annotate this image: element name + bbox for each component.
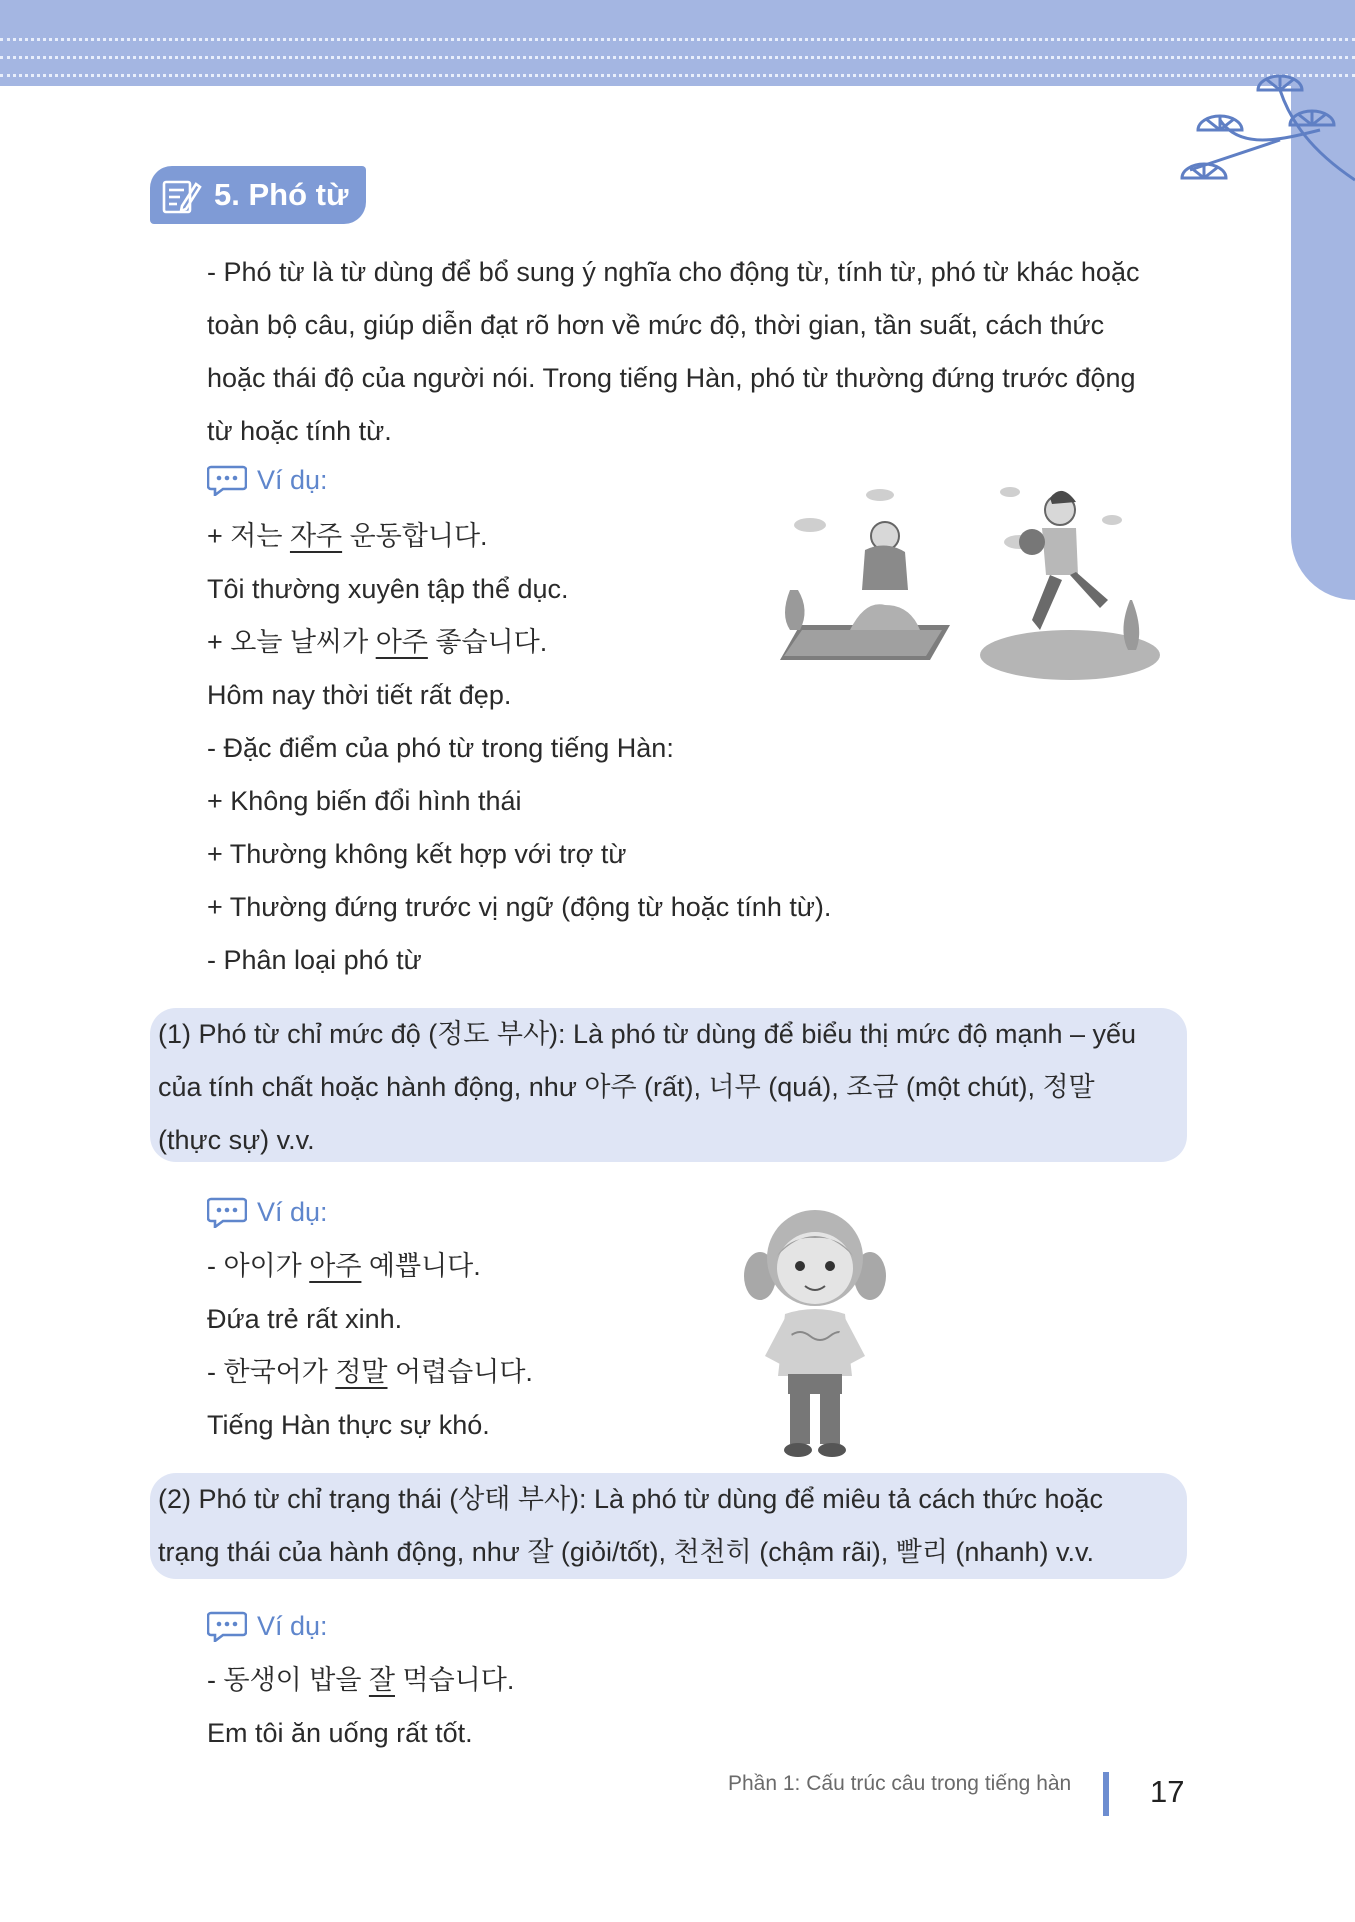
footer-part-title: Phần 1: Cấu trúc câu trong tiếng hàn [728,1772,1072,1795]
intro-line: - Phó từ là từ dùng để bổ sung ý nghĩa cho động từ, tính từ, phó từ khác hoặc [207,257,1140,287]
section-title: 5. Phó từ [214,177,349,212]
intro-paragraph [207,246,1187,458]
adverb-underlined: 아주 [309,1251,362,1281]
chat-bubble-icon [207,464,247,496]
girl-illustration [740,1196,890,1462]
example-label-text: Ví dụ: [257,1610,328,1641]
example-vietnamese: Tiếng Hàn thực sự khó. [207,1410,490,1440]
adverb-underlined: 아주 [375,627,428,657]
example-vietnamese: Em tôi ăn uống rất tốt. [207,1718,473,1748]
adverb-underlined: 잘 [368,1665,395,1695]
leaf-branch-decoration-icon [1170,70,1355,210]
intro-line: toàn bộ câu, giúp diễn đạt rõ hơn về mức độ, thời gian, tần suất, cách thức [207,310,1105,340]
example-label [207,1610,328,1642]
notepad-pencil-icon [160,174,202,216]
box-line: (thực sự) v.v. [158,1125,315,1155]
page-number: 17 [1150,1774,1185,1809]
example-label [207,464,328,496]
example-korean: + 오늘 날씨가 아주 좋습니다. [207,627,548,657]
dotted-line [0,56,1355,59]
intro-line: từ hoặc tính từ. [207,416,392,446]
box-line: của tính chất hoặc hành động, như 아주 (rất), 너무 (quá), 조금 (một chút), 정말 [158,1072,1095,1102]
example-label-text: Ví dụ: [257,464,328,495]
example-korean: + 저는 자주 운동합니다. [207,521,488,551]
definition-box-manner [150,1473,1187,1579]
box-line: trạng thái của hành động, như 잘 (giỏi/tốt), 천천히 (chậm rãi), 빨리 (nhanh) v.v. [158,1537,1094,1567]
chat-bubble-icon [207,1610,247,1642]
example-vietnamese: Đứa trẻ rất xinh. [207,1304,403,1334]
feature-item: + Thường đứng trước vị ngữ (động từ hoặc tính từ). [207,892,832,922]
dotted-line [0,38,1355,41]
definition-box-degree [150,1008,1187,1162]
exercise-illustration [770,480,1160,680]
dotted-line [0,74,1355,77]
chat-bubble-icon [207,1196,247,1228]
box-line: (2) Phó từ chỉ trạng thái (상태 부사): Là phó từ dùng để miêu tả cách thức hoặc [158,1484,1104,1514]
example-vietnamese: Hôm nay thời tiết rất đẹp. [207,680,512,710]
example-label-text: Ví dụ: [257,1196,328,1227]
classify-title: - Phân loại phó từ [207,945,422,975]
feature-item: + Không biến đổi hình thái [207,786,522,816]
example-korean: - 동생이 밥을 잘 먹습니다. [207,1665,515,1695]
example-korean: - 한국어가 정말 어렵습니다. [207,1357,533,1387]
example-korean: - 아이가 아주 예쁩니다. [207,1251,481,1281]
feature-item: + Thường không kết hợp với trợ từ [207,839,627,869]
features-title: - Đặc điểm của phó từ trong tiếng Hàn: [207,733,674,763]
example-label [207,1196,328,1228]
adverb-underlined: 정말 [335,1357,388,1387]
top-banner [0,0,1355,86]
footer-divider [1103,1772,1109,1816]
box-line: (1) Phó từ chỉ mức độ (정도 부사): Là phó từ dùng để biểu thị mức độ mạnh – yếu [158,1019,1137,1049]
example-vietnamese: Tôi thường xuyên tập thể dục. [207,574,569,604]
section-heading [150,166,366,224]
adverb-underlined: 자주 [289,521,343,551]
intro-line: hoặc thái độ của người nói. Trong tiếng Hàn, phó từ thường đứng trước động [207,363,1136,393]
